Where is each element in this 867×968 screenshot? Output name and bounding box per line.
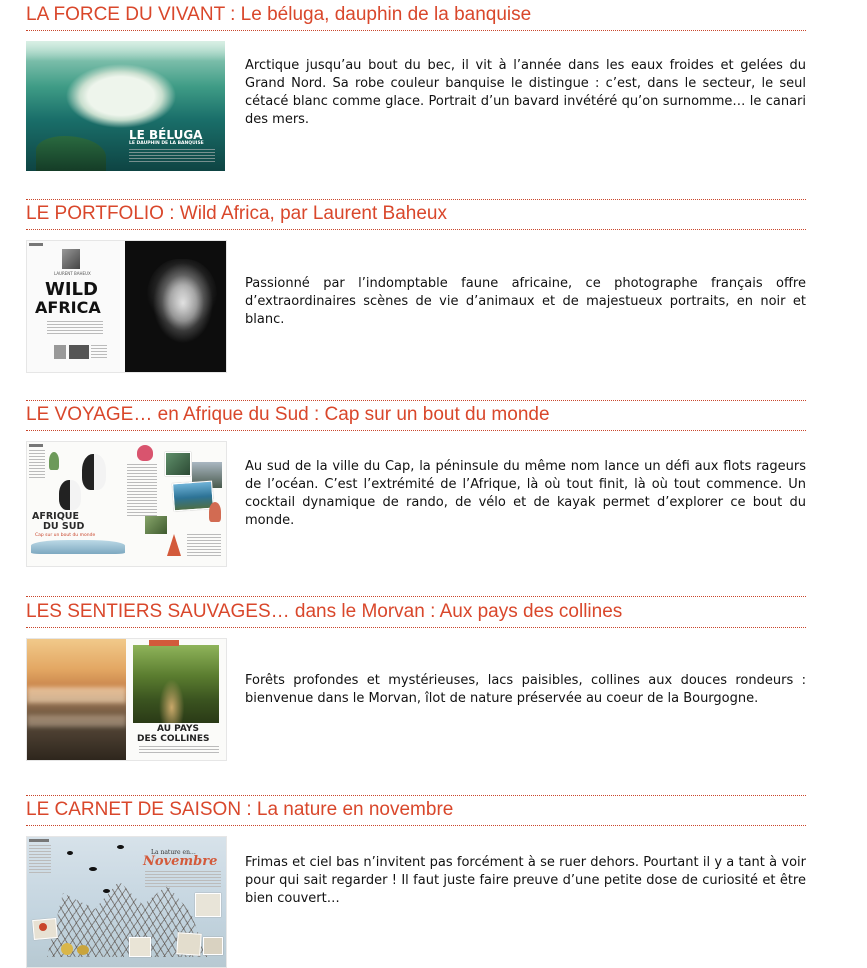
thumb-title: DES COLLINES [137,734,210,744]
article-title[interactable]: LES SENTIERS SAUVAGES… dans le Morvan : Aux pays des collines [26,601,623,622]
article-thumbnail[interactable] [26,41,225,171]
article-thumbnail[interactable] [26,638,227,761]
article-title[interactable]: LA FORCE DU VIVANT : Le béluga, dauphin de la banquise [26,4,532,25]
article-thumbnail[interactable] [26,441,227,567]
divider [26,400,806,401]
article-morvan [26,601,806,778]
divider [26,596,806,597]
divider [26,795,806,796]
article-wild-africa [26,203,806,380]
thumb-author: LAURENT BAHEUX [54,271,91,276]
article-title[interactable]: LE VOYAGE… en Afrique du Sud : Cap sur un bout du monde [26,404,550,425]
article-title[interactable]: LE PORTFOLIO : Wild Africa, par Laurent Baheux [26,203,447,224]
thumb-title: WILD [45,279,98,300]
thumb-title: LE BÉLUGA [129,128,203,142]
article-description: Au sud de la ville du Cap, la péninsule du même nom lance un défi aux flots rageurs de l’océan. C’est l’extrémité de l’Afrique, là où tout finit, là où tout commence. Un cocktail dynamique de rando, de vélo et de kayak permet d’explorer ce bout du monde. [245,459,806,528]
article-thumbnail[interactable] [26,836,227,968]
article-novembre [26,799,806,966]
article-afrique-du-sud [26,404,806,571]
article-beluga [26,4,806,171]
article-description: Forêts profondes et mystérieuses, lacs paisibles, collines aux douces rondeurs : bienvenue dans le Morvan, îlot de nature préservée au coeur de la Bourgogne. [245,673,806,706]
article-description: Frimas et ciel bas n’invitent pas forcément à se ruer dehors. Pourtant il y a tant à voir pour qui sait regarder ! Il faut juste faire preuve d’une petite dose de curiosité et être bien couvert… [245,855,806,906]
thumb-title: DU SUD [43,521,85,532]
thumb-title: AU PAYS [157,724,200,734]
thumb-title: AFRICA [35,298,101,317]
thumb-subtitle: LE DAUPHIN DE LA BANQUISE [129,141,204,146]
thumb-title: Novembre [143,854,218,869]
divider [26,199,806,200]
article-title[interactable]: LE CARNET DE SAISON : La nature en novembre [26,799,454,820]
article-description: Arctique jusqu’au bout du bec, il vit à l’année dans les eaux froides et gelées du Grand Nord. Sa robe couleur banquise le distingue : c’est, dans le secteur, le seul cétacé blanc comme glace. Portrait d’un bavard invétéré qu’on surnomme… le canari des mers. [245,58,806,127]
article-description: Passionné par l’indomptable faune africaine, ce photographe français offre d’extraordinaires scènes de vie d’animaux et de majestueux portraits, en noir et blanc. [245,276,806,327]
thumb-kicker: La nature en… [151,849,196,856]
thumb-title: AFRIQUE [32,511,79,522]
thumb-subtitle: Cap sur un bout du monde [35,533,96,538]
article-thumbnail[interactable] [26,240,227,373]
